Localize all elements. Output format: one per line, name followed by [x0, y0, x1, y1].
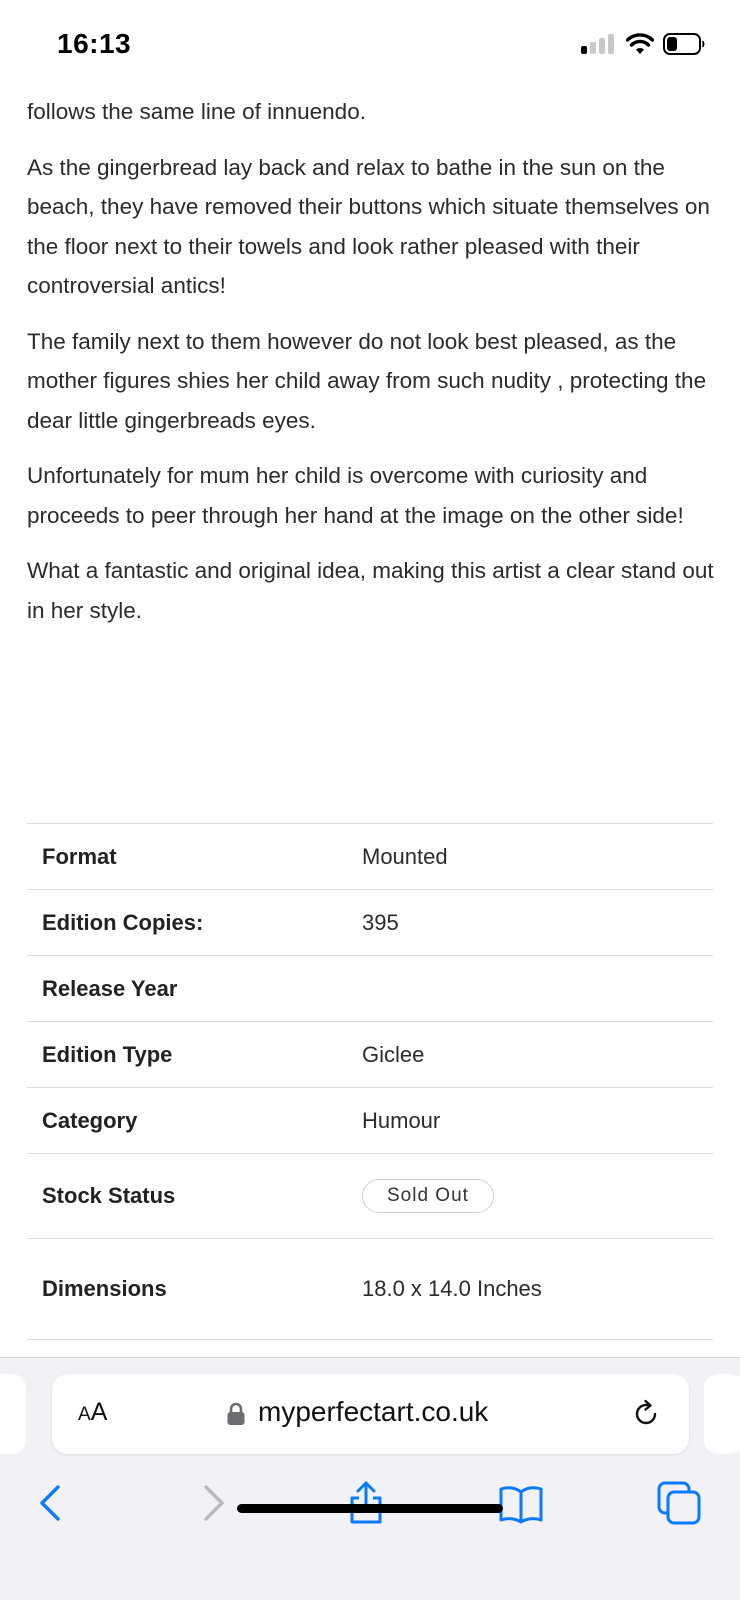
article-paragraph: Unfortunately for mum her child is overcome with curiosity and proceeds to peer through her hand at the image on the other side!: [27, 463, 684, 528]
forward-icon[interactable]: [190, 1480, 236, 1526]
article-paragraph: What a fantastic and original idea, making this artist a clear stand out in her style.: [27, 558, 714, 623]
stock-status-badge: Sold Out: [362, 1179, 494, 1213]
reload-icon[interactable]: [630, 1398, 662, 1430]
article-body: [27, 92, 717, 646]
back-icon[interactable]: [28, 1480, 74, 1526]
spec-value: 18.0 x 14.0 Inches: [362, 1276, 542, 1301]
spec-label: Stock Status: [42, 1183, 176, 1208]
article-paragraph: follows the same line of innuendo.: [27, 99, 366, 124]
text-size-big-letter: A: [90, 1398, 108, 1426]
wifi-icon: [626, 33, 654, 55]
spec-row-dimensions: [27, 1239, 713, 1340]
status-bar: [0, 0, 740, 90]
spec-row-stock-status: [27, 1154, 713, 1239]
share-icon[interactable]: [343, 1480, 389, 1526]
spec-row-format: [27, 824, 713, 890]
spec-label: Release Year: [42, 975, 178, 1001]
spec-value: Humour: [362, 1107, 441, 1133]
spec-row-release-year: [27, 956, 713, 1022]
next-tab-preview[interactable]: [704, 1374, 740, 1454]
spec-label: Format: [42, 843, 117, 869]
spec-row-edition-type: [27, 1022, 713, 1088]
spec-value: 395: [362, 909, 399, 935]
spec-label: Edition Copies:: [42, 909, 204, 935]
spec-row-category: [27, 1088, 713, 1154]
text-size-small-letter: A: [78, 1404, 91, 1425]
url-text[interactable]: myperfectart.co.uk: [258, 1396, 489, 1427]
battery-icon: [663, 33, 705, 55]
spec-value: [362, 1179, 494, 1213]
article-paragraph: As the gingerbread lay back and relax to bathe in the sun on the beach, they have removed their buttons which situate themselves on the floor next to their towels and look rather pleased with their controversial antics!: [27, 154, 710, 298]
spec-label: Edition Type: [42, 1041, 173, 1067]
lock-icon: [226, 1402, 246, 1426]
address-bar[interactable]: [52, 1374, 689, 1454]
spec-label: Category: [42, 1107, 138, 1133]
tabs-icon[interactable]: [656, 1480, 702, 1526]
home-indicator[interactable]: [237, 1504, 503, 1513]
spec-value: Giclee: [362, 1041, 425, 1067]
product-specs-table: [27, 823, 713, 1340]
spec-label: Dimensions: [42, 1276, 167, 1301]
spec-value: Mounted: [362, 843, 448, 869]
text-size-button[interactable]: [78, 1398, 107, 1427]
cellular-signal-icon: [581, 34, 617, 54]
article-paragraph: The family next to them however do not look best pleased, as the mother figures shies her child away from such nudity , protecting the dear little gingerbreads eyes.: [27, 328, 707, 433]
browser-toolbar: [0, 1357, 740, 1600]
bookmarks-icon[interactable]: [498, 1480, 544, 1526]
spec-row-edition-copies: [27, 890, 713, 956]
status-time: 16:13: [57, 28, 132, 59]
previous-tab-preview[interactable]: [0, 1374, 26, 1454]
